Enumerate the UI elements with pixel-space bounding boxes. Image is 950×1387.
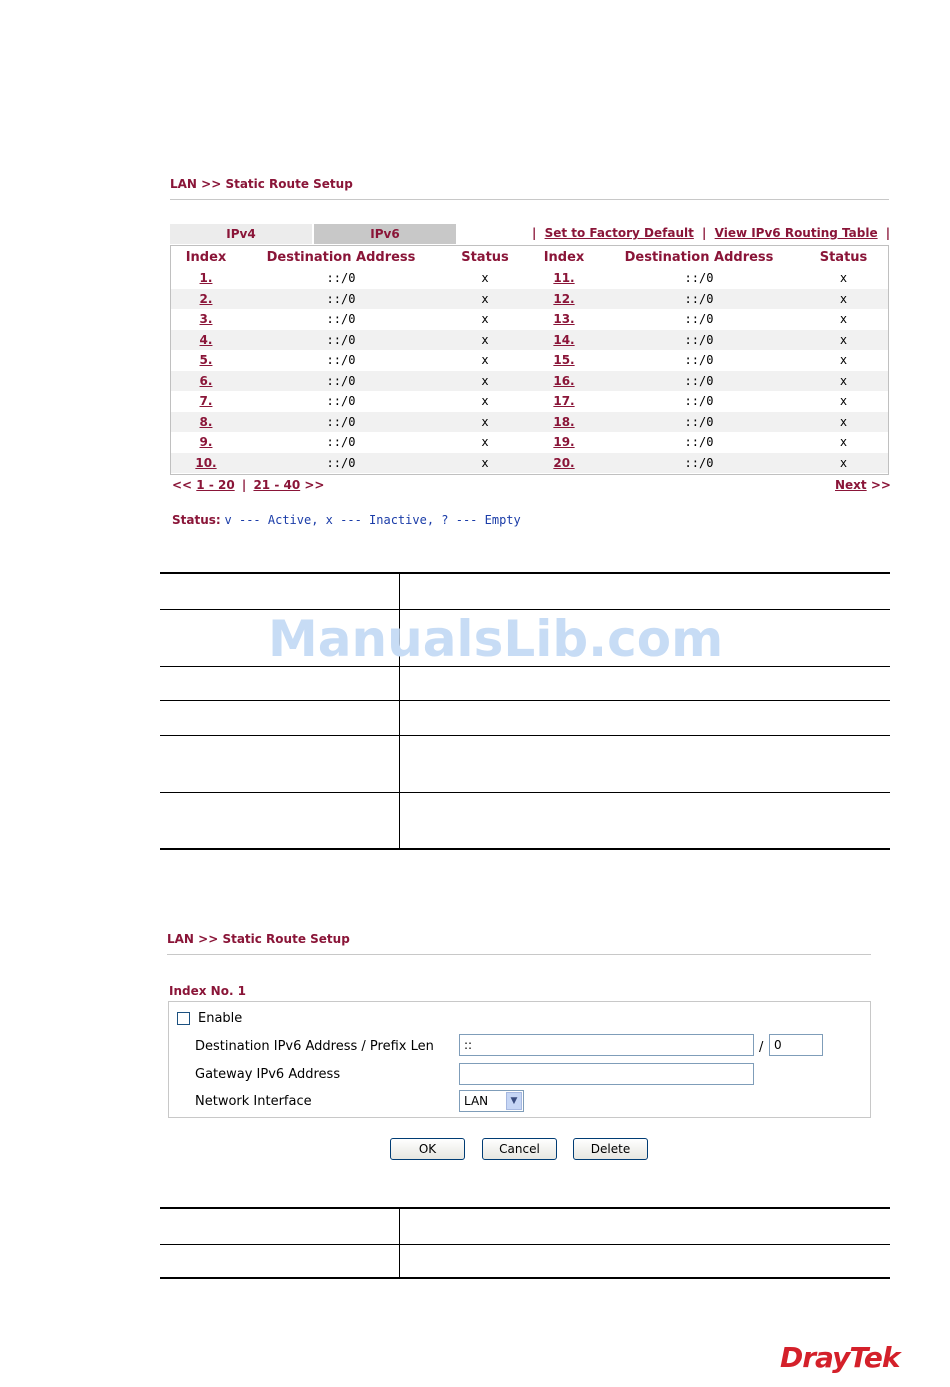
route-index-link[interactable]: 4. [199, 332, 213, 347]
status-cell: x [799, 268, 888, 289]
page-title: LAN >> Static Route Setup [170, 177, 353, 191]
table-row [171, 350, 888, 371]
destination-cell: ::/0 [599, 350, 799, 371]
destination-cell: ::/0 [241, 432, 441, 453]
gateway-label: Gateway IPv6 Address [195, 1067, 341, 1082]
route-index-link[interactable]: 8. [199, 414, 213, 429]
index-label: Index No. 1 [169, 984, 247, 998]
route-table [171, 246, 888, 473]
tab-ipv6[interactable]: IPv6 [314, 224, 456, 244]
chevron-down-icon: ▼ [506, 1092, 522, 1110]
destination-cell: ::/0 [599, 289, 799, 310]
destination-cell: ::/0 [599, 330, 799, 351]
interface-label: Network Interface [195, 1094, 312, 1109]
tab-ipv4[interactable]: IPv4 [170, 224, 312, 244]
route-index-link[interactable]: 16. [553, 373, 575, 388]
table-row [171, 309, 888, 330]
enable-checkbox[interactable] [177, 1012, 190, 1025]
status-cell: x [799, 330, 888, 351]
destination-ipv6-input[interactable]: :: [459, 1034, 754, 1056]
destination-cell: ::/0 [241, 350, 441, 371]
route-index-link[interactable]: 14. [553, 332, 575, 347]
status-cell: x [441, 391, 529, 412]
status-cell: x [799, 432, 888, 453]
destination-cell: ::/0 [241, 268, 441, 289]
status-cell: x [441, 309, 529, 330]
enable-label: Enable [198, 1011, 243, 1026]
destination-cell: ::/0 [241, 453, 441, 474]
network-interface-select[interactable]: LAN ▼ [459, 1090, 524, 1112]
status-cell: x [441, 432, 529, 453]
column-header: Status [819, 249, 868, 265]
route-table-box [170, 245, 889, 475]
destination-cell: ::/0 [241, 289, 441, 310]
set-factory-default-link[interactable]: Set to Factory Default [544, 226, 694, 240]
prefix-separator: / [759, 1040, 764, 1055]
column-header: Destination Address [266, 249, 416, 265]
status-cell: x [441, 412, 529, 433]
destination-cell: ::/0 [241, 391, 441, 412]
description-table-2 [160, 1207, 890, 1279]
destination-cell: ::/0 [599, 412, 799, 433]
page-title-2: LAN >> Static Route Setup [167, 932, 350, 946]
status-cell: x [441, 268, 529, 289]
next-page-link[interactable]: Next [835, 478, 867, 492]
title-divider-2 [167, 954, 871, 955]
status-cell: x [799, 289, 888, 310]
page-1-20-link[interactable]: 1 - 20 [196, 478, 235, 492]
route-index-link[interactable]: 2. [199, 291, 213, 306]
page-21-40-link[interactable]: 21 - 40 [253, 478, 301, 492]
status-cell: x [799, 412, 888, 433]
draytek-logo: DrayTek [780, 1341, 900, 1374]
table-row [171, 330, 888, 351]
route-index-link[interactable]: 9. [199, 435, 213, 450]
route-index-link[interactable]: 15. [553, 353, 575, 368]
pager-next: Next >> [835, 478, 891, 492]
column-header: Status [461, 249, 509, 265]
route-index-link[interactable]: 6. [199, 373, 213, 388]
status-cell: x [441, 350, 529, 371]
route-index-link[interactable]: 5. [199, 353, 213, 368]
destination-cell: ::/0 [599, 309, 799, 330]
status-cell: x [799, 350, 888, 371]
delete-button[interactable]: Delete [573, 1138, 648, 1160]
route-index-link[interactable]: 17. [553, 394, 575, 409]
destination-cell: ::/0 [241, 309, 441, 330]
destination-cell: ::/0 [599, 453, 799, 474]
route-index-link[interactable]: 13. [553, 312, 575, 327]
view-routing-table-link[interactable]: View IPv6 Routing Table [714, 226, 878, 240]
pager: << 1 - 20 | 21 - 40 >> [172, 478, 325, 492]
cancel-button[interactable]: Cancel [482, 1138, 557, 1160]
column-header: Index [543, 249, 585, 265]
title-divider [170, 199, 889, 200]
watermark: ManualsLib.com [268, 610, 724, 668]
destination-cell: ::/0 [599, 432, 799, 453]
route-index-link[interactable]: 20. [553, 455, 575, 470]
status-cell: x [441, 289, 529, 310]
destination-cell: ::/0 [599, 268, 799, 289]
table-header [171, 246, 888, 268]
table-row [171, 453, 888, 474]
table-row [171, 268, 888, 289]
column-header: Destination Address [624, 249, 774, 265]
status-cell: x [799, 391, 888, 412]
route-index-link[interactable]: 19. [553, 435, 575, 450]
table-row [171, 432, 888, 453]
table-row [171, 289, 888, 310]
route-index-link[interactable]: 12. [553, 291, 575, 306]
destination-cell: ::/0 [241, 330, 441, 351]
status-cell: x [441, 453, 529, 474]
gateway-ipv6-input[interactable] [459, 1063, 754, 1085]
destination-cell: ::/0 [599, 371, 799, 392]
status-cell: x [799, 453, 888, 474]
destination-label: Destination IPv6 Address / Prefix Len [195, 1039, 434, 1054]
column-header: Index [185, 249, 227, 265]
status-cell: x [799, 309, 888, 330]
status-legend: Status: v --- Active, x --- Inactive, ? --- Empty [172, 513, 521, 527]
table-row [171, 371, 888, 392]
status-cell: x [441, 371, 529, 392]
route-index-link[interactable]: 18. [553, 414, 575, 429]
status-cell: x [799, 371, 888, 392]
ok-button[interactable]: OK [390, 1138, 465, 1160]
route-index-link[interactable]: 3. [199, 312, 213, 327]
route-index-link[interactable]: 10. [195, 455, 217, 470]
top-links: | Set to Factory Default | View IPv6 Routing Table | [532, 226, 891, 240]
prefix-length-input[interactable]: 0 [769, 1034, 823, 1056]
destination-cell: ::/0 [241, 412, 441, 433]
destination-cell: ::/0 [241, 371, 441, 392]
destination-cell: ::/0 [599, 391, 799, 412]
route-index-link[interactable]: 1. [199, 271, 213, 286]
table-row [171, 412, 888, 433]
route-index-link[interactable]: 11. [553, 271, 575, 286]
table-row [171, 391, 888, 412]
status-cell: x [441, 330, 529, 351]
route-index-link[interactable]: 7. [199, 394, 213, 409]
